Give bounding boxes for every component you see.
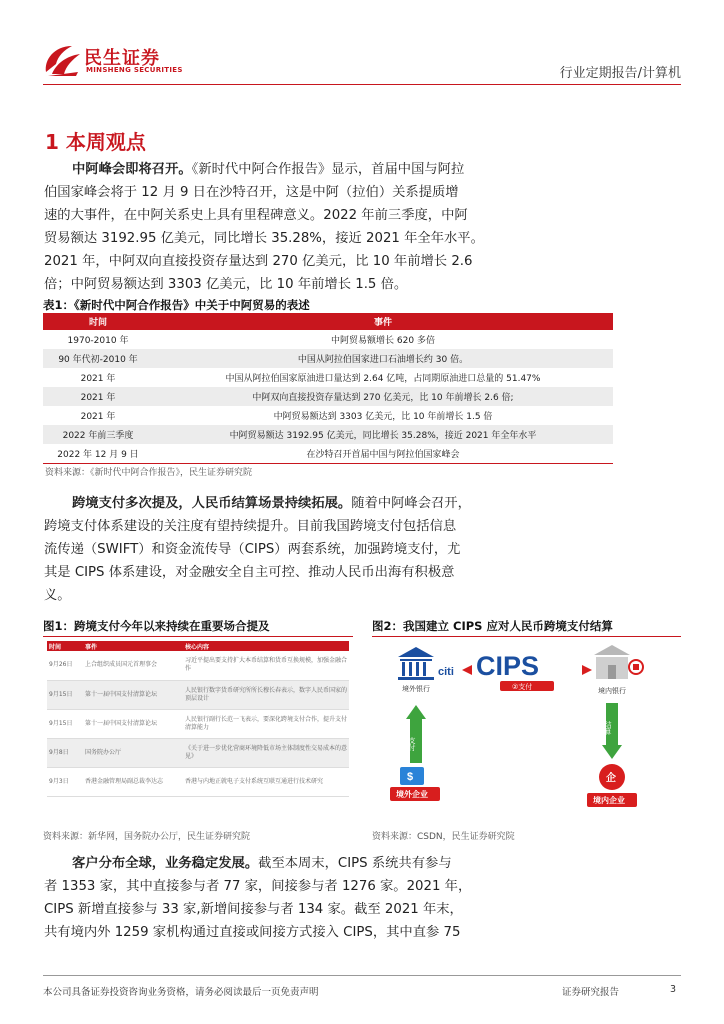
report-category: 行业定期报告/计算机 xyxy=(559,66,681,81)
text-line: 者 1353 家，其中直接参与者 77 家，间接参与者 1276 家。2021 年， xyxy=(44,879,472,894)
cell: 9月3日 xyxy=(47,767,83,796)
text-line: 随着中阿峰会召开， xyxy=(351,496,471,511)
transfer-label: ②支付 xyxy=(512,683,533,691)
cell: 9月8日 xyxy=(47,738,83,767)
footer-report-type: 证券研究报告 xyxy=(562,987,620,998)
domestic-bank-icon xyxy=(594,645,643,679)
figure1-table xyxy=(47,641,349,797)
cell: 第十一届中国支付清算论坛 xyxy=(83,709,183,738)
brand-name-en: MINSHENG SECURITIES xyxy=(86,66,183,74)
svg-text:citi: citi xyxy=(438,666,454,678)
cell-event: 中阿双向直接投资存量达到 270 亿美元，比 10 年前增长 2.6 倍; xyxy=(153,387,613,406)
cell: 9月26日 xyxy=(47,651,83,680)
cell: 香港金融管理局副总裁李达志 xyxy=(83,767,183,796)
text-line: 义。 xyxy=(44,588,71,603)
cips-logo: CIPS xyxy=(476,651,540,681)
svg-text:$: $ xyxy=(407,771,414,783)
section-title: 1 本周观点 xyxy=(45,130,146,154)
text-line: 《新时代中阿合作报告》显示，首届中国与阿拉 xyxy=(191,162,465,177)
text-line: 截至本周末，CIPS 系统共有参与 xyxy=(258,856,452,871)
page-header xyxy=(0,0,724,92)
column-header-event: 事件 xyxy=(153,313,613,330)
cell: 《关于进一步优化营商环境降低市场主体制度性交易成本的意见》 xyxy=(183,738,349,767)
cell: 上合组织成员国元首理事会 xyxy=(83,651,183,680)
header-divider xyxy=(43,84,681,85)
paragraph-lead: 跨境支付多次提及，人民币结算场景持续拓展。 xyxy=(72,496,352,511)
cell-event: 中阿贸易额增长 620 多倍 xyxy=(331,336,435,346)
cell: 习近平提出要支持扩大本币结算和货币互换规模，加强金融合作 xyxy=(183,651,349,680)
figure1-image xyxy=(43,636,353,822)
svg-text:企: 企 xyxy=(606,773,616,784)
brand-name-cn: 民生证券 xyxy=(84,48,160,69)
table-row xyxy=(47,680,349,709)
column-header: 时间 xyxy=(47,641,83,651)
sino-arab-trade-table xyxy=(43,313,613,464)
table-row xyxy=(47,709,349,738)
figure2-image xyxy=(372,636,681,822)
overseas-bank-icon xyxy=(398,647,454,680)
text-line: 2021 年，中阿双向直接投资存量达到 270 亿美元，比 10 年前增长 2.6 xyxy=(44,254,473,269)
footer-divider xyxy=(43,975,681,976)
column-header: 事件 xyxy=(83,641,183,651)
paragraph-lead: 客户分布全球，业务稳定发展。 xyxy=(72,856,259,871)
text-line: 跨境支付体系建设的关注度有望持续提升。目前我国跨境支付包括信息 xyxy=(44,519,457,534)
cell-event: 中国从阿拉伯国家进口石油增长约 30 倍。 xyxy=(153,349,613,368)
minsheng-logo-icon xyxy=(42,42,82,78)
table-row xyxy=(43,425,613,444)
paragraph-global-clients xyxy=(44,852,682,944)
table-row xyxy=(47,738,349,767)
text-line: 流传递（SWIFT）和资金流传导（CIPS）两套系统，加强跨境支付，尤 xyxy=(44,542,461,557)
cell-time: 2021 年 xyxy=(43,387,153,406)
domestic-company-label: 境内企业 xyxy=(593,796,625,805)
settle-label: 结算 xyxy=(604,721,612,735)
text-line: 其是 CIPS 体系建设，对金融安全自主可控、推动人民币出海有积极意 xyxy=(44,565,455,580)
cell-event: 中阿贸易额达到 3303 亿美元，比 10 年前增长 1.5 倍 xyxy=(273,412,493,422)
cell: 人民银行副行长范一飞表示，要深化跨境支付合作，提升支付清算能力 xyxy=(183,709,349,738)
cell-time: 2021 年 xyxy=(80,412,116,422)
figure1-title: 图1：跨境支付今年以来持续在重要场合提及 xyxy=(43,619,270,633)
overseas-company-label: 境外企业 xyxy=(396,790,428,799)
figure2-source: 资料来源：CSDN，民生证券研究院 xyxy=(372,832,515,842)
table-row xyxy=(47,651,349,680)
footer-disclaimer: 本公司具备证券投资咨询业务资格，请务必阅读最后一页免责声明 xyxy=(43,987,319,998)
cips-flow-diagram xyxy=(372,637,681,823)
cell-time: 2022 年 12 月 9 日 xyxy=(43,444,153,463)
paragraph-sino-arab-summit xyxy=(44,158,682,296)
domestic-bank-label: 境内银行 xyxy=(598,687,626,695)
overseas-bank-label: 境外银行 xyxy=(402,685,430,693)
cell-event: 中阿贸易额达 3192.95 亿美元，同比增长 35.28%，接近 2021 年全年水平 xyxy=(153,425,613,444)
column-header-time: 时间 xyxy=(43,313,153,330)
paragraph-cross-border-payment xyxy=(44,492,682,607)
table-row xyxy=(43,368,613,387)
figure1-source: 资料来源：新华网，国务院办公厅，民生证券研究院 xyxy=(43,832,251,842)
text-line: 伯国家峰会将于 12 月 9 日在沙特召开，这是中阿（拉伯）关系提质增 xyxy=(44,185,459,200)
figure2-title: 图2：我国建立 CIPS 应对人民币跨境支付结算 xyxy=(372,619,613,633)
text-line: CIPS 新增直接参与 33 家,新增间接参与者 134 家。截至 2021 年末， xyxy=(44,902,463,917)
right-arrow-icon xyxy=(582,665,592,675)
table-row xyxy=(43,330,613,349)
cell-time: 1970-2010 年 xyxy=(67,336,129,346)
cell: 第十一届中国支付清算论坛 xyxy=(83,680,183,709)
left-arrow-icon xyxy=(462,665,472,675)
page-number: 3 xyxy=(670,984,677,995)
table-row xyxy=(43,387,613,406)
table-row xyxy=(43,406,613,425)
pay-label: 支付 xyxy=(408,737,416,751)
table-source: 资料来源：《新时代中阿合作报告》，民生证券研究院 xyxy=(45,468,253,478)
cell-time: 2021 年 xyxy=(80,374,116,384)
table-title: 表1：《新时代中阿合作报告》中关于中阿贸易的表述 xyxy=(43,298,310,312)
column-header: 核心内容 xyxy=(183,641,349,651)
paragraph-lead: 中阿峰会即将召开。 xyxy=(72,162,192,177)
cell-time: 90 年代初-2010 年 xyxy=(43,349,153,368)
text-line: 速的大事件，在中阿关系史上具有里程碑意义。2022 年前三季度，中阿 xyxy=(44,208,468,223)
cell: 香港与内地正就电子支付系统互联互通进行技术研究 xyxy=(183,767,349,796)
text-line: 共有境内外 1259 家机构通过直接或间接方式接入 CIPS，其中直参 75 xyxy=(44,925,461,940)
text-line: 倍；中阿贸易额达到 3303 亿美元，比 10 年前增长 1.5 倍。 xyxy=(44,277,408,292)
cell-event: 在沙特召开首届中国与阿拉伯国家峰会 xyxy=(153,444,613,463)
table-header-row xyxy=(43,313,613,330)
table-row xyxy=(43,349,613,368)
cell: 人民银行数字货币研究所所长穆长春表示，数字人民币国家的顶层设计 xyxy=(183,680,349,709)
table-row xyxy=(47,767,349,796)
up-arrow-icon xyxy=(406,705,426,763)
cell-time: 2022 年前三季度 xyxy=(43,425,153,444)
table-header-row xyxy=(47,641,349,651)
cell: 9月15日 xyxy=(47,709,83,738)
cell-event: 中国从阿拉伯国家原油进口量达到 2.64 亿吨，占同期原油进口总量的 51.47% xyxy=(225,374,541,384)
text-line: 贸易额达 3192.95 亿美元，同比增长 35.28%，接近 2021 年全年水平。 xyxy=(44,231,484,246)
cell: 国务院办公厅 xyxy=(83,738,183,767)
cell: 9月15日 xyxy=(47,680,83,709)
table-row xyxy=(43,444,613,463)
